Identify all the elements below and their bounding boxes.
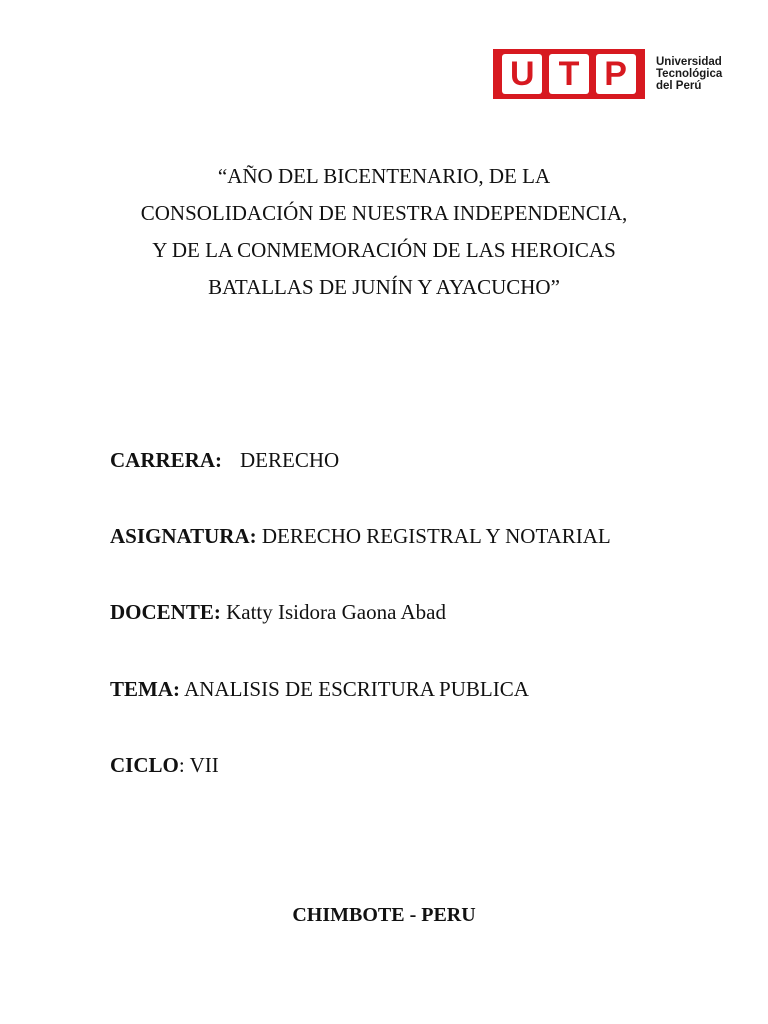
asignatura-value: DERECHO REGISTRAL Y NOTARIAL xyxy=(261,524,611,548)
ciclo-field xyxy=(110,753,219,777)
docente-label: DOCENTE: xyxy=(110,600,221,624)
motto-line-3: Y DE LA CONMEMORACIÓN DE LAS HEROICAS xyxy=(152,238,616,262)
utp-logo-text xyxy=(656,56,722,92)
tema-value: ANALISIS DE ESCRITURA PUBLICA xyxy=(184,677,529,701)
motto-line-4: BATALLAS DE JUNÍN Y AYACUCHO” xyxy=(208,275,560,299)
asignatura-label: ASIGNATURA: xyxy=(110,524,257,548)
logo-letter-p: P xyxy=(596,54,636,94)
ciclo-value: VII xyxy=(189,753,219,777)
tema-field xyxy=(110,677,529,701)
utp-logo-mark xyxy=(493,49,645,99)
ciclo-label: CICLO xyxy=(110,753,179,777)
year-motto xyxy=(0,158,768,306)
tema-label: TEMA: xyxy=(110,677,180,701)
logo-text-line-1: Universidad xyxy=(656,56,722,68)
docente-field xyxy=(110,600,446,624)
utp-logo xyxy=(493,49,722,99)
location-footer: CHIMBOTE - PERU xyxy=(292,904,476,926)
logo-letter-t: T xyxy=(549,54,589,94)
logo-letter-u: U xyxy=(502,54,542,94)
asignatura-field xyxy=(110,524,611,548)
motto-line-2: CONSOLIDACIÓN DE NUESTRA INDEPENDENCIA, xyxy=(140,201,628,225)
logo-text-line-3: del Perú xyxy=(656,80,702,92)
carrera-field xyxy=(110,448,339,472)
logo-text-line-2: Tecnológica xyxy=(656,68,723,80)
ciclo-colon: : xyxy=(178,753,185,777)
carrera-label: CARRERA: xyxy=(110,448,222,472)
docente-value: Katty Isidora Gaona Abad xyxy=(226,600,446,624)
carrera-value: DERECHO xyxy=(240,448,340,472)
motto-line-1: “AÑO DEL BICENTENARIO, DE LA xyxy=(217,164,551,188)
